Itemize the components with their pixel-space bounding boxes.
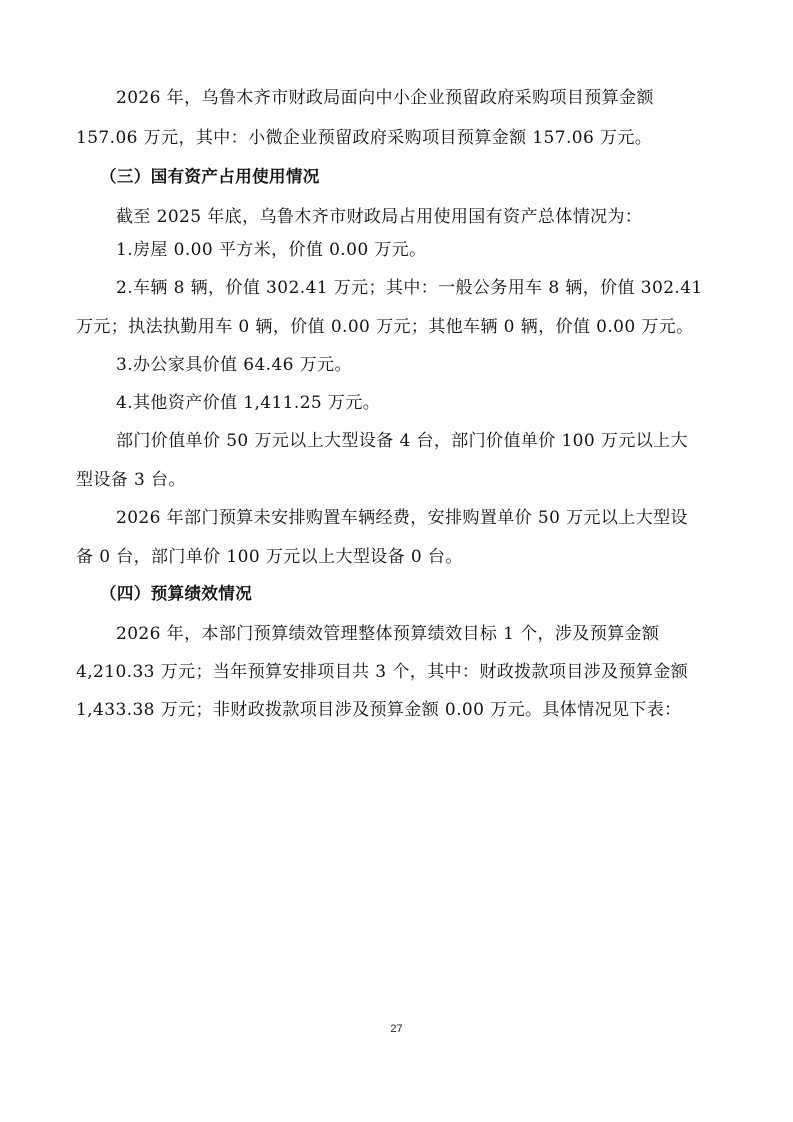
- assets-intro: 截至 2025 年底，乌鲁木齐市财政局占用使用国有资产总体情况为：: [116, 207, 643, 227]
- assets-item-vehicles-line-1: 2.车辆 8 辆，价值 302.41 万元；其中：一般公务用车 8 辆，价值 302.41: [116, 278, 703, 298]
- performance-line-1: 2026 年，本部门预算绩效管理整体预算绩效目标 1 个，涉及预算金额: [116, 624, 660, 644]
- section-heading-state-assets: （三）国有资产占用使用情况: [100, 167, 320, 186]
- procurement-line-1: 2026 年部门预算未安排购置车辆经费，安排购置单价 50 万元以上大型设: [116, 508, 688, 528]
- paragraph-sme-line-2: 157.06 万元，其中：小微企业预留政府采购项目预算金额 157.06 万元。: [76, 128, 653, 148]
- equipment-line-1: 部门价值单价 50 万元以上大型设备 4 台，部门价值单价 100 万元以上大: [116, 431, 688, 451]
- performance-line-3: 1,433.38 万元；非财政拨款项目涉及预算金额 0.00 万元。具体情况见下表：: [76, 700, 682, 720]
- assets-item-housing: 1.房屋 0.00 平方米，价值 0.00 万元。: [116, 240, 427, 260]
- section-heading-performance: （四）预算绩效情况: [100, 584, 253, 603]
- assets-item-furniture: 3.办公家具价值 64.46 万元。: [116, 355, 352, 375]
- assets-item-vehicles-line-2: 万元；执法执勤用车 0 辆，价值 0.00 万元；其他车辆 0 辆，价值 0.00 万元。: [76, 317, 694, 337]
- procurement-line-2: 备 0 台，部门单价 100 万元以上大型设备 0 台。: [76, 547, 463, 567]
- paragraph-sme-line-1: 2026 年，乌鲁木齐市财政局面向中小企业预留政府采购项目预算金额: [116, 88, 654, 108]
- assets-item-other: 4.其他资产价值 1,411.25 万元。: [116, 393, 381, 413]
- page-number: 27: [390, 1023, 403, 1035]
- performance-line-2: 4,210.33 万元；当年预算安排项目共 3 个，其中：财政拨款项目涉及预算金额: [76, 662, 689, 682]
- equipment-line-2: 型设备 3 台。: [76, 470, 186, 490]
